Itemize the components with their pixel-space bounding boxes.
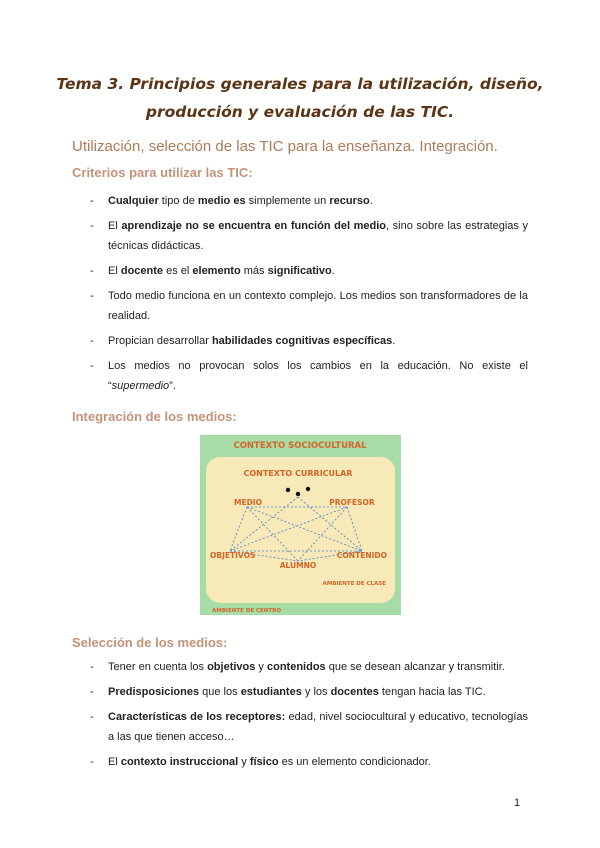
diagram-dot	[296, 492, 300, 496]
list-item	[90, 191, 528, 211]
section-title: Utilización, selección de las TIC para la enseñanza. Integración.	[72, 138, 498, 155]
text-segment: y los	[301, 686, 331, 698]
bold-text: significativo	[267, 265, 332, 277]
diagram-dot	[306, 487, 310, 491]
label-objetivos: OBJETIVOS	[210, 551, 256, 560]
text-segment: y	[255, 661, 267, 673]
label-ambiente-centro: AMBIENTE DE CENTRO	[212, 608, 282, 614]
label-medio: MEDIO	[234, 498, 262, 507]
bold-text: recurso	[329, 195, 370, 207]
text-segment: Propician desarrollar	[108, 335, 212, 347]
label-contexto-curricular: CONTEXTO CURRICULAR	[243, 469, 353, 478]
bold-text: medio es	[197, 195, 246, 207]
text-segment: que se desean alcanzar y transmitir.	[325, 661, 505, 673]
bold-text: físico	[249, 756, 279, 768]
bold-text: docentes	[330, 686, 379, 698]
list-item	[90, 261, 528, 281]
selection-list	[90, 657, 528, 777]
bold-text: docente	[120, 265, 164, 277]
text-segment: Los medios no provocan solos los cambios en la educación. No existe el “	[108, 360, 528, 392]
text-segment: , sino sobre las estrategias y técnicas didácticas.	[108, 220, 528, 252]
diagram-dot	[286, 488, 290, 492]
list-item	[90, 682, 528, 702]
text-segment: El	[108, 756, 121, 768]
label-contexto-sociocultural: CONTEXTO SOCIOCULTURAL	[233, 441, 367, 451]
list-item	[90, 331, 528, 351]
page-number: 1	[514, 797, 521, 809]
title-line-2: producción y evaluación de las TIC.	[145, 103, 455, 121]
integration-heading: Integración de los medios:	[72, 409, 237, 424]
criteria-heading: Criterios para utilizar las TIC:	[72, 165, 253, 180]
bold-text: objetivos	[207, 661, 256, 673]
bold-text: contenidos	[267, 661, 326, 673]
label-alumno: ALUMNO	[279, 561, 317, 570]
list-item	[90, 356, 528, 396]
text-segment: y	[238, 756, 250, 768]
text-segment: El	[108, 220, 122, 232]
bold-text: contexto instruccional	[120, 756, 239, 768]
text-segment: El	[108, 265, 121, 277]
bold-text: Cualquier	[108, 195, 159, 207]
text-segment: edad, nivel sociocultural y educativo, tecnologías a las que tienen acceso…	[108, 711, 528, 743]
list-item	[90, 216, 528, 256]
list-item	[90, 286, 528, 326]
bold-text: aprendizaje no se encuentra en función del medio	[121, 220, 386, 232]
label-ambiente-clase: AMBIENTE DE CLASE	[322, 581, 386, 587]
bold-text: elemento	[192, 265, 241, 277]
selection-heading: Selección de los medios:	[72, 635, 228, 650]
text-segment: que los	[199, 686, 241, 698]
criteria-list	[90, 191, 528, 401]
text-segment: Todo medio funciona en un contexto complejo. Los medios son transformadores de la realidad.	[108, 290, 528, 322]
italic-text: supermedio	[111, 380, 170, 392]
text-segment: tengan hacia las TIC.	[378, 686, 486, 698]
text-segment: .	[392, 335, 396, 347]
text-segment: .	[369, 195, 373, 207]
text-segment: más	[240, 265, 268, 277]
list-item	[90, 657, 528, 677]
title-line-1: Tema 3. Principios generales para la utilización, diseño,	[56, 75, 544, 93]
text-segment: simplemente un	[245, 195, 330, 207]
integration-diagram	[200, 435, 401, 615]
list-item	[90, 752, 528, 772]
list-item	[90, 707, 528, 747]
bold-text: estudiantes	[240, 686, 302, 698]
text-segment: tipo de	[158, 195, 198, 207]
document-title	[40, 70, 560, 126]
bold-text: habilidades cognitivas específicas	[211, 335, 393, 347]
label-profesor: PROFESOR	[329, 498, 375, 507]
text-segment: es un elemento condicionador.	[278, 756, 431, 768]
text-segment: Tener en cuenta los	[108, 661, 208, 673]
bold-text: Predisposiciones	[108, 686, 200, 698]
text-segment: es el	[163, 265, 193, 277]
label-contenido: CONTENIDO	[336, 551, 387, 560]
bold-text: Características de los receptores:	[108, 711, 286, 723]
text-segment: .	[331, 265, 335, 277]
text-segment: ”.	[169, 380, 176, 392]
